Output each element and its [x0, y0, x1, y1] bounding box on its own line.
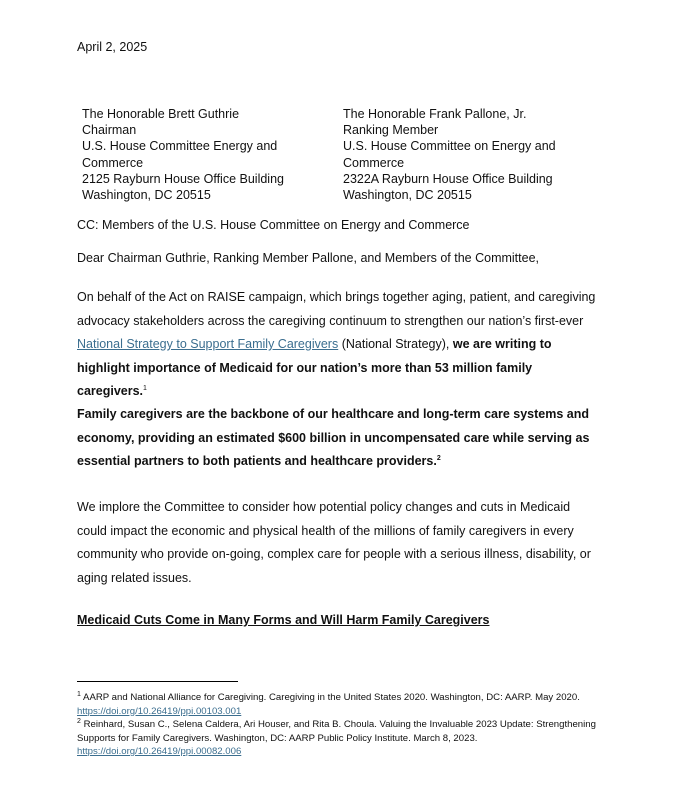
footnote-text: Reinhard, Susan C., Selena Caldera, Ari Houser, and Rita B. Choula. Valuing the Invaluable 2023 Update: Strengthening Supports for Family Caregivers. Washington, DC: AARP Public Policy Institute. March 8, 2023. — [77, 719, 596, 744]
implore-paragraph: We implore the Committee to consider how potential policy changes and cuts in Medicaid could impact the economic and physical health of the millions of family caregivers in every community who provide on-going, complex care for people with a serious illness, disability, or aging related issues. — [77, 500, 591, 585]
caregiver-value-text: Family caregivers are the backbone of our healthcare and long-term care systems and economy, providing an estimated $600 billion in uncompensated care while serving as essential partners to both patients and healthcare providers. — [77, 407, 590, 468]
recipient-committee: U.S. House Committee on Energy and — [343, 139, 556, 154]
footnote-number: 2 — [77, 717, 81, 725]
recipient-committee: U.S. House Committee Energy and — [82, 139, 278, 154]
salutation: Dear Chairman Guthrie, Ranking Member Pallone, and Members of the Committee, — [77, 251, 540, 265]
footnote-ref-1: 1 — [143, 384, 147, 392]
recipient-office: 2125 Rayburn House Office Building — [82, 171, 284, 186]
footnote-2-link[interactable]: https://doi.org/10.26419/ppi.00082.006 — [77, 746, 242, 757]
recipient-office: 2322A Rayburn House Office Building — [343, 171, 553, 186]
footnote-text: AARP and National Alliance for Caregiving. Caregiving in the United States 2020. Washington, DC: AARP. May 2020. — [83, 692, 580, 703]
footnote-number: 1 — [77, 690, 81, 698]
recipient-city: Washington, DC 20515 — [82, 188, 211, 203]
intro-paragraph — [77, 286, 597, 404]
recipient-title: Chairman — [82, 123, 137, 138]
recipient-name: The Honorable Brett Guthrie — [82, 107, 240, 121]
recipient-name: The Honorable Frank Pallone, Jr. — [343, 107, 527, 121]
caregiver-value-paragraph — [77, 403, 597, 474]
footnote-divider — [77, 681, 238, 682]
recipient-title: Ranking Member — [343, 123, 439, 138]
recipient-address-ranking-member — [343, 106, 556, 203]
recipient-address-chairman — [82, 106, 284, 203]
footnote-1-link[interactable]: https://doi.org/10.26419/ppi.00103.001 — [77, 705, 242, 717]
footnote-1 — [77, 691, 597, 718]
section-heading: Medicaid Cuts Come in Many Forms and Will Harm Family Caregivers — [77, 613, 490, 627]
recipient-city: Washington, DC 20515 — [343, 188, 472, 203]
recipient-committee-cont: Commerce — [82, 155, 144, 170]
footnote-ref-2: 2 — [436, 454, 441, 462]
intro-bold-text: we are writing to highlight importance of Medicaid for our nation’s more than 53 million family caregivers. — [77, 337, 552, 398]
intro-after-link: (National Strategy), — [338, 337, 453, 351]
letter-date: April 2, 2025 — [77, 40, 148, 54]
recipient-committee-cont: Commerce — [343, 155, 405, 170]
cc-line: CC: Members of the U.S. House Committee on Energy and Commerce — [77, 218, 470, 232]
national-strategy-link[interactable]: National Strategy to Support Family Caregivers — [77, 337, 339, 351]
footnote-2 — [77, 718, 597, 759]
intro-text: On behalf of the Act on RAISE campaign, which brings together aging, patient, and caregiving advocacy stakeholders across the caregiving continuum to strengthen our nation’s first-ever — [77, 290, 596, 328]
